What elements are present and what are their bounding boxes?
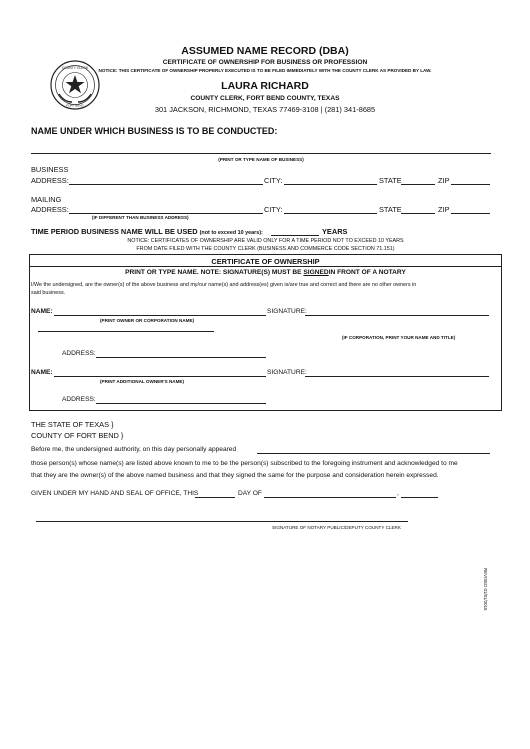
business-name-hint: (PRINT OR TYPE NAME OF BUSINESS)	[218, 157, 304, 162]
notary-signature-label: SIGNATURE OF NOTARY PUBLIC/DEPUTY COUNTY CLERK	[272, 525, 401, 530]
mailing-city-label: CITY:	[264, 205, 283, 214]
additional-signature-field[interactable]	[305, 376, 489, 377]
certificate-heading: CERTIFICATE OF OWNERSHIP	[211, 257, 320, 266]
given-under-hand-label: GIVEN UNDER MY HAND AND SEAL OF OFFICE, THIS	[31, 490, 199, 497]
owner-address-field[interactable]	[96, 357, 266, 358]
mailing-hint: (IF DIFFERENT THAN BUSINESS ADDRESS)	[92, 215, 189, 220]
additional-owner-hint: (PRINT ADDITIONAL OWNER'S NAME)	[100, 379, 185, 384]
business-address-field[interactable]	[69, 184, 263, 185]
business-address-label: ADDRESS:	[31, 176, 69, 185]
form-title: ASSUMED NAME RECORD (DBA)	[181, 45, 349, 57]
mailing-address-label: ADDRESS:	[31, 205, 69, 214]
state-of-texas: THE STATE OF TEXAS }	[31, 420, 114, 429]
appeared-statement: Before me, the undersigned authority, on this day personally appeared	[31, 446, 237, 453]
known-statement-1: those person(s) whose name(s) are listed above known to me to be the person(s) subscribed to the foregoing instrument and acknowledged to me	[31, 460, 458, 467]
business-city-label: CITY:	[264, 176, 283, 185]
certificate-heading-divider	[29, 266, 502, 267]
certificate-statement-1: I/We the undersigned, are the owner(s) of the above business and my/our name(s) and address(es) given is/are true and correct and there are no other owners in	[31, 282, 417, 288]
owner-name-extra-field[interactable]	[38, 331, 214, 332]
mailing-zip-field[interactable]	[451, 213, 490, 214]
mailing-state-label: STATE	[379, 205, 402, 214]
mailing-zip-label: ZIP	[438, 205, 450, 214]
given-day-field[interactable]	[195, 497, 235, 498]
business-name-label: NAME UNDER WHICH BUSINESS IS TO BE CONDUCTED:	[31, 126, 278, 136]
additional-address-label: ADDRESS:	[62, 396, 96, 403]
notary-signature-field[interactable]	[36, 521, 408, 522]
business-zip-field[interactable]	[451, 184, 490, 185]
clerk-title: COUNTY CLERK, FORT BEND COUNTY, TEXAS	[190, 95, 340, 102]
clerk-name: LAURA RICHARD	[221, 80, 309, 92]
form-subtitle: CERTIFICATE OF OWNERSHIP FOR BUSINESS OR PROFESSION	[162, 59, 368, 66]
owner-signature-label: SIGNATURE:	[267, 308, 307, 315]
business-city-field[interactable]	[284, 184, 377, 185]
mailing-label: MAILING	[31, 195, 62, 204]
validity-notice-1: NOTICE: CERTIFICATES OF OWNERSHIP ARE VALID ONLY FOR A TIME PERIOD NOT TO EXCEED 10 YEARS	[127, 238, 404, 244]
additional-address-field[interactable]	[96, 403, 266, 404]
given-year-field[interactable]	[401, 497, 438, 498]
owner-name-field[interactable]	[54, 315, 266, 316]
additional-name-label: NAME:	[31, 369, 53, 376]
mailing-address-field[interactable]	[69, 213, 263, 214]
mailing-state-field[interactable]	[401, 213, 435, 214]
business-state-label: STATE	[379, 176, 402, 185]
mailing-city-field[interactable]	[284, 213, 377, 214]
owner-signature-field[interactable]	[305, 315, 489, 316]
business-zip-label: ZIP	[438, 176, 450, 185]
additional-name-field[interactable]	[54, 376, 266, 377]
business-label: BUSINESS	[31, 165, 69, 174]
years-label: YEARS	[322, 227, 348, 236]
business-state-field[interactable]	[401, 184, 435, 185]
certificate-box	[29, 254, 502, 411]
corporation-hint: (IF CORPORATION, PRINT YOUR NAME AND TITLE)	[342, 335, 456, 340]
additional-signature-label: SIGNATURE:	[267, 369, 307, 376]
revised-date: REVISED 01/01/2015	[483, 568, 488, 611]
svg-text:COUNTY CLERK: COUNTY CLERK	[61, 66, 89, 71]
owner-name-label: NAME:	[31, 308, 53, 315]
day-of-label: DAY OF	[238, 490, 262, 497]
appeared-name-field[interactable]	[257, 453, 490, 454]
clerk-address: 301 JACKSON, RICHMOND, TEXAS 77469-3108 | (281) 341-8685	[154, 105, 376, 114]
given-comma: ,	[397, 490, 399, 497]
time-period-years-field[interactable]	[271, 235, 319, 236]
filing-notice: NOTICE: THIS CERTIFICATE OF OWNERSHIP PROPERLY EXECUTED IS TO BE FILED IMMEDIATELY WITH THE COUNTY CLERK AS PROVIDED BY LAW.	[98, 68, 432, 73]
business-name-field[interactable]	[31, 153, 491, 154]
county-of-fort-bend: COUNTY OF FORT BEND }	[31, 431, 124, 440]
time-period-label: TIME PERIOD BUSINESS NAME WILL BE USED (not to exceed 10 years):	[31, 227, 263, 236]
given-month-field[interactable]	[264, 497, 396, 498]
certificate-statement-2: said business.	[31, 290, 66, 296]
validity-notice-2: FROM DATE FILED WITH THE COUNTY CLERK (BUSINESS AND COMMERCE CODE SECTION 71.151)	[136, 246, 395, 252]
owner-address-label: ADDRESS:	[62, 350, 96, 357]
owner-name-hint: (PRINT OWNER OR CORPORATION NAME)	[100, 318, 195, 323]
known-statement-2: that they are the owner(s) of the above named business and that they signed the same for the purpose and consideration herein expressed.	[31, 472, 439, 479]
certificate-instruction: PRINT OR TYPE NAME. NOTE: SIGNATURE(S) MUST BE SIGNEDIN FRONT OF A NOTARY	[125, 269, 406, 276]
svg-text:FORT BEND: FORT BEND	[66, 103, 84, 108]
